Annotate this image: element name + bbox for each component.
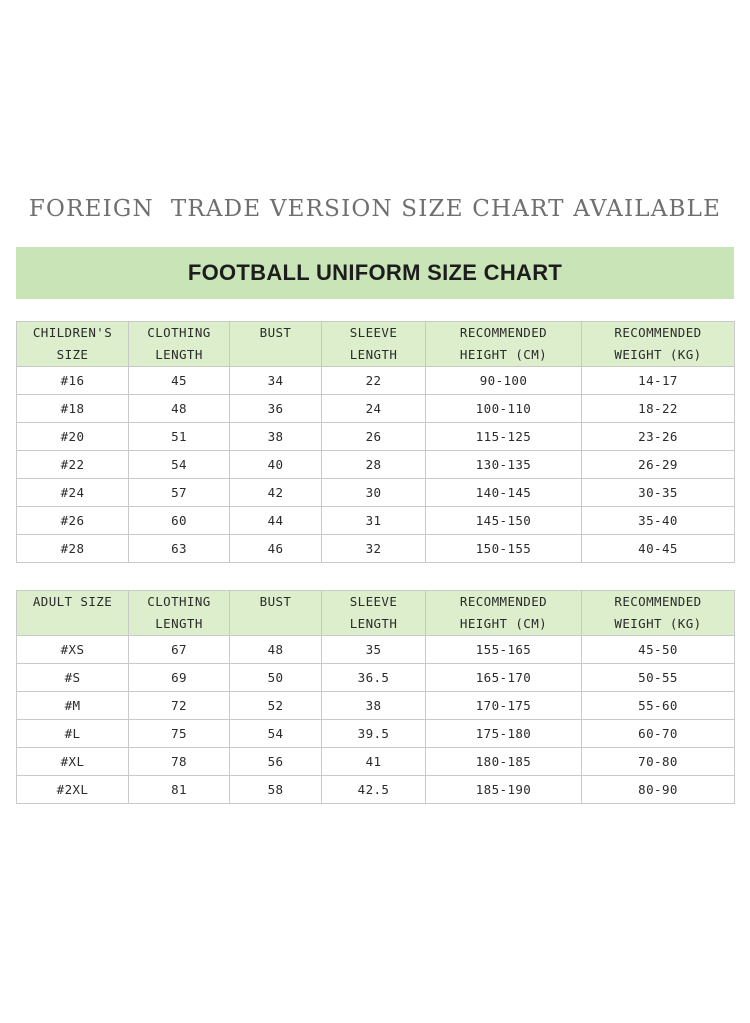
table-cell: 54 [129, 451, 230, 479]
table-cell: 34 [230, 367, 322, 395]
table-cell: 35 [322, 636, 426, 664]
table-row [17, 664, 735, 692]
table-cell: 22 [322, 367, 426, 395]
table-cell: 165-170 [426, 664, 582, 692]
column-header-sub: WEIGHT (KG) [582, 613, 735, 636]
column-header: ADULT SIZE [17, 591, 129, 614]
column-header: RECOMMENDED [582, 322, 735, 345]
table-cell: 72 [129, 692, 230, 720]
table-cell: #XL [17, 748, 129, 776]
table-cell: 60 [129, 507, 230, 535]
table-cell: 81 [129, 776, 230, 804]
table-cell: 28 [322, 451, 426, 479]
column-header-sub: LENGTH [129, 613, 230, 636]
adult-header-row-1 [17, 591, 735, 614]
column-header: RECOMMENDED [426, 591, 582, 614]
column-header-sub: HEIGHT (CM) [426, 344, 582, 367]
table-cell: #28 [17, 535, 129, 563]
table-cell: 40-45 [582, 535, 735, 563]
table-cell: 75 [129, 720, 230, 748]
table-cell: 145-150 [426, 507, 582, 535]
table-cell: 36.5 [322, 664, 426, 692]
table-row [17, 479, 735, 507]
table-cell: 42.5 [322, 776, 426, 804]
children-table-head [17, 322, 735, 367]
children-header-row-2 [17, 344, 735, 367]
table-cell: 60-70 [582, 720, 735, 748]
table-cell: 63 [129, 535, 230, 563]
table-cell: 46 [230, 535, 322, 563]
table-cell: 39.5 [322, 720, 426, 748]
table-cell: 70-80 [582, 748, 735, 776]
table-row [17, 748, 735, 776]
table-cell: 45-50 [582, 636, 735, 664]
table-cell: 14-17 [582, 367, 735, 395]
table-cell: 155-165 [426, 636, 582, 664]
children-table-body [17, 367, 735, 563]
table-cell: 23-26 [582, 423, 735, 451]
column-header-sub: LENGTH [129, 344, 230, 367]
table-cell: 57 [129, 479, 230, 507]
table-cell: 56 [230, 748, 322, 776]
table-cell: #M [17, 692, 129, 720]
table-cell: 38 [230, 423, 322, 451]
table-cell: 140-145 [426, 479, 582, 507]
table-cell: 80-90 [582, 776, 735, 804]
table-cell: 58 [230, 776, 322, 804]
table-row [17, 451, 735, 479]
table-cell: 35-40 [582, 507, 735, 535]
table-cell: 170-175 [426, 692, 582, 720]
table-row [17, 507, 735, 535]
adult-size-table [16, 590, 735, 804]
table-row [17, 395, 735, 423]
table-cell: 180-185 [426, 748, 582, 776]
table-cell: 45 [129, 367, 230, 395]
table-cell: 44 [230, 507, 322, 535]
table-cell: 36 [230, 395, 322, 423]
table-cell: 67 [129, 636, 230, 664]
table-cell: 24 [322, 395, 426, 423]
table-cell: 130-135 [426, 451, 582, 479]
adult-header-row-2 [17, 613, 735, 636]
table-row [17, 776, 735, 804]
table-row [17, 423, 735, 451]
table-row [17, 692, 735, 720]
column-header: SLEEVE [322, 591, 426, 614]
column-header-sub: SIZE [17, 344, 129, 367]
table-cell: #22 [17, 451, 129, 479]
column-header: RECOMMENDED [426, 322, 582, 345]
table-cell: #26 [17, 507, 129, 535]
table-cell: 78 [129, 748, 230, 776]
column-header-sub: HEIGHT (CM) [426, 613, 582, 636]
adult-size-table-container [16, 590, 734, 804]
table-cell: 30-35 [582, 479, 735, 507]
table-cell: #18 [17, 395, 129, 423]
banner-title: FOOTBALL UNIFORM SIZE CHART [187, 260, 563, 285]
table-cell: #S [17, 664, 129, 692]
table-cell: 90-100 [426, 367, 582, 395]
page-title: FOREIGN TRADE VERSION SIZE CHART AVAILABLE [28, 196, 722, 222]
table-cell: 48 [129, 395, 230, 423]
table-cell: 38 [322, 692, 426, 720]
banner [16, 247, 734, 299]
adult-table-head [17, 591, 735, 636]
table-cell: 40 [230, 451, 322, 479]
children-header-row-1 [17, 322, 735, 345]
column-header-sub: LENGTH [322, 344, 426, 367]
table-cell: 54 [230, 720, 322, 748]
table-row [17, 636, 735, 664]
table-cell: 32 [322, 535, 426, 563]
table-row [17, 367, 735, 395]
table-cell: 51 [129, 423, 230, 451]
table-cell: 175-180 [426, 720, 582, 748]
table-cell: 50-55 [582, 664, 735, 692]
column-header: SLEEVE [322, 322, 426, 345]
column-header-sub: WEIGHT (KG) [582, 344, 735, 367]
table-cell: #24 [17, 479, 129, 507]
table-cell: 50 [230, 664, 322, 692]
table-cell: #20 [17, 423, 129, 451]
column-header: CLOTHING [129, 322, 230, 345]
table-cell: #16 [17, 367, 129, 395]
table-cell: 31 [322, 507, 426, 535]
column-header-sub [230, 613, 322, 636]
table-cell: 52 [230, 692, 322, 720]
table-cell: 41 [322, 748, 426, 776]
children-size-table [16, 321, 735, 563]
table-cell: 55-60 [582, 692, 735, 720]
table-row [17, 535, 735, 563]
column-header-sub [230, 344, 322, 367]
table-cell: #XS [17, 636, 129, 664]
table-cell: 26-29 [582, 451, 735, 479]
table-cell: #2XL [17, 776, 129, 804]
column-header: BUST [230, 322, 322, 345]
table-cell: #L [17, 720, 129, 748]
table-cell: 150-155 [426, 535, 582, 563]
table-cell: 48 [230, 636, 322, 664]
table-cell: 69 [129, 664, 230, 692]
table-cell: 18-22 [582, 395, 735, 423]
table-cell: 185-190 [426, 776, 582, 804]
table-cell: 115-125 [426, 423, 582, 451]
column-header: CHILDREN'S [17, 322, 129, 345]
column-header: RECOMMENDED [582, 591, 735, 614]
table-cell: 30 [322, 479, 426, 507]
table-cell: 26 [322, 423, 426, 451]
children-size-table-container [16, 321, 734, 563]
column-header-sub: LENGTH [322, 613, 426, 636]
table-row [17, 720, 735, 748]
column-header-sub [17, 613, 129, 636]
adult-table-body [17, 636, 735, 804]
table-cell: 42 [230, 479, 322, 507]
column-header: BUST [230, 591, 322, 614]
table-cell: 100-110 [426, 395, 582, 423]
column-header: CLOTHING [129, 591, 230, 614]
